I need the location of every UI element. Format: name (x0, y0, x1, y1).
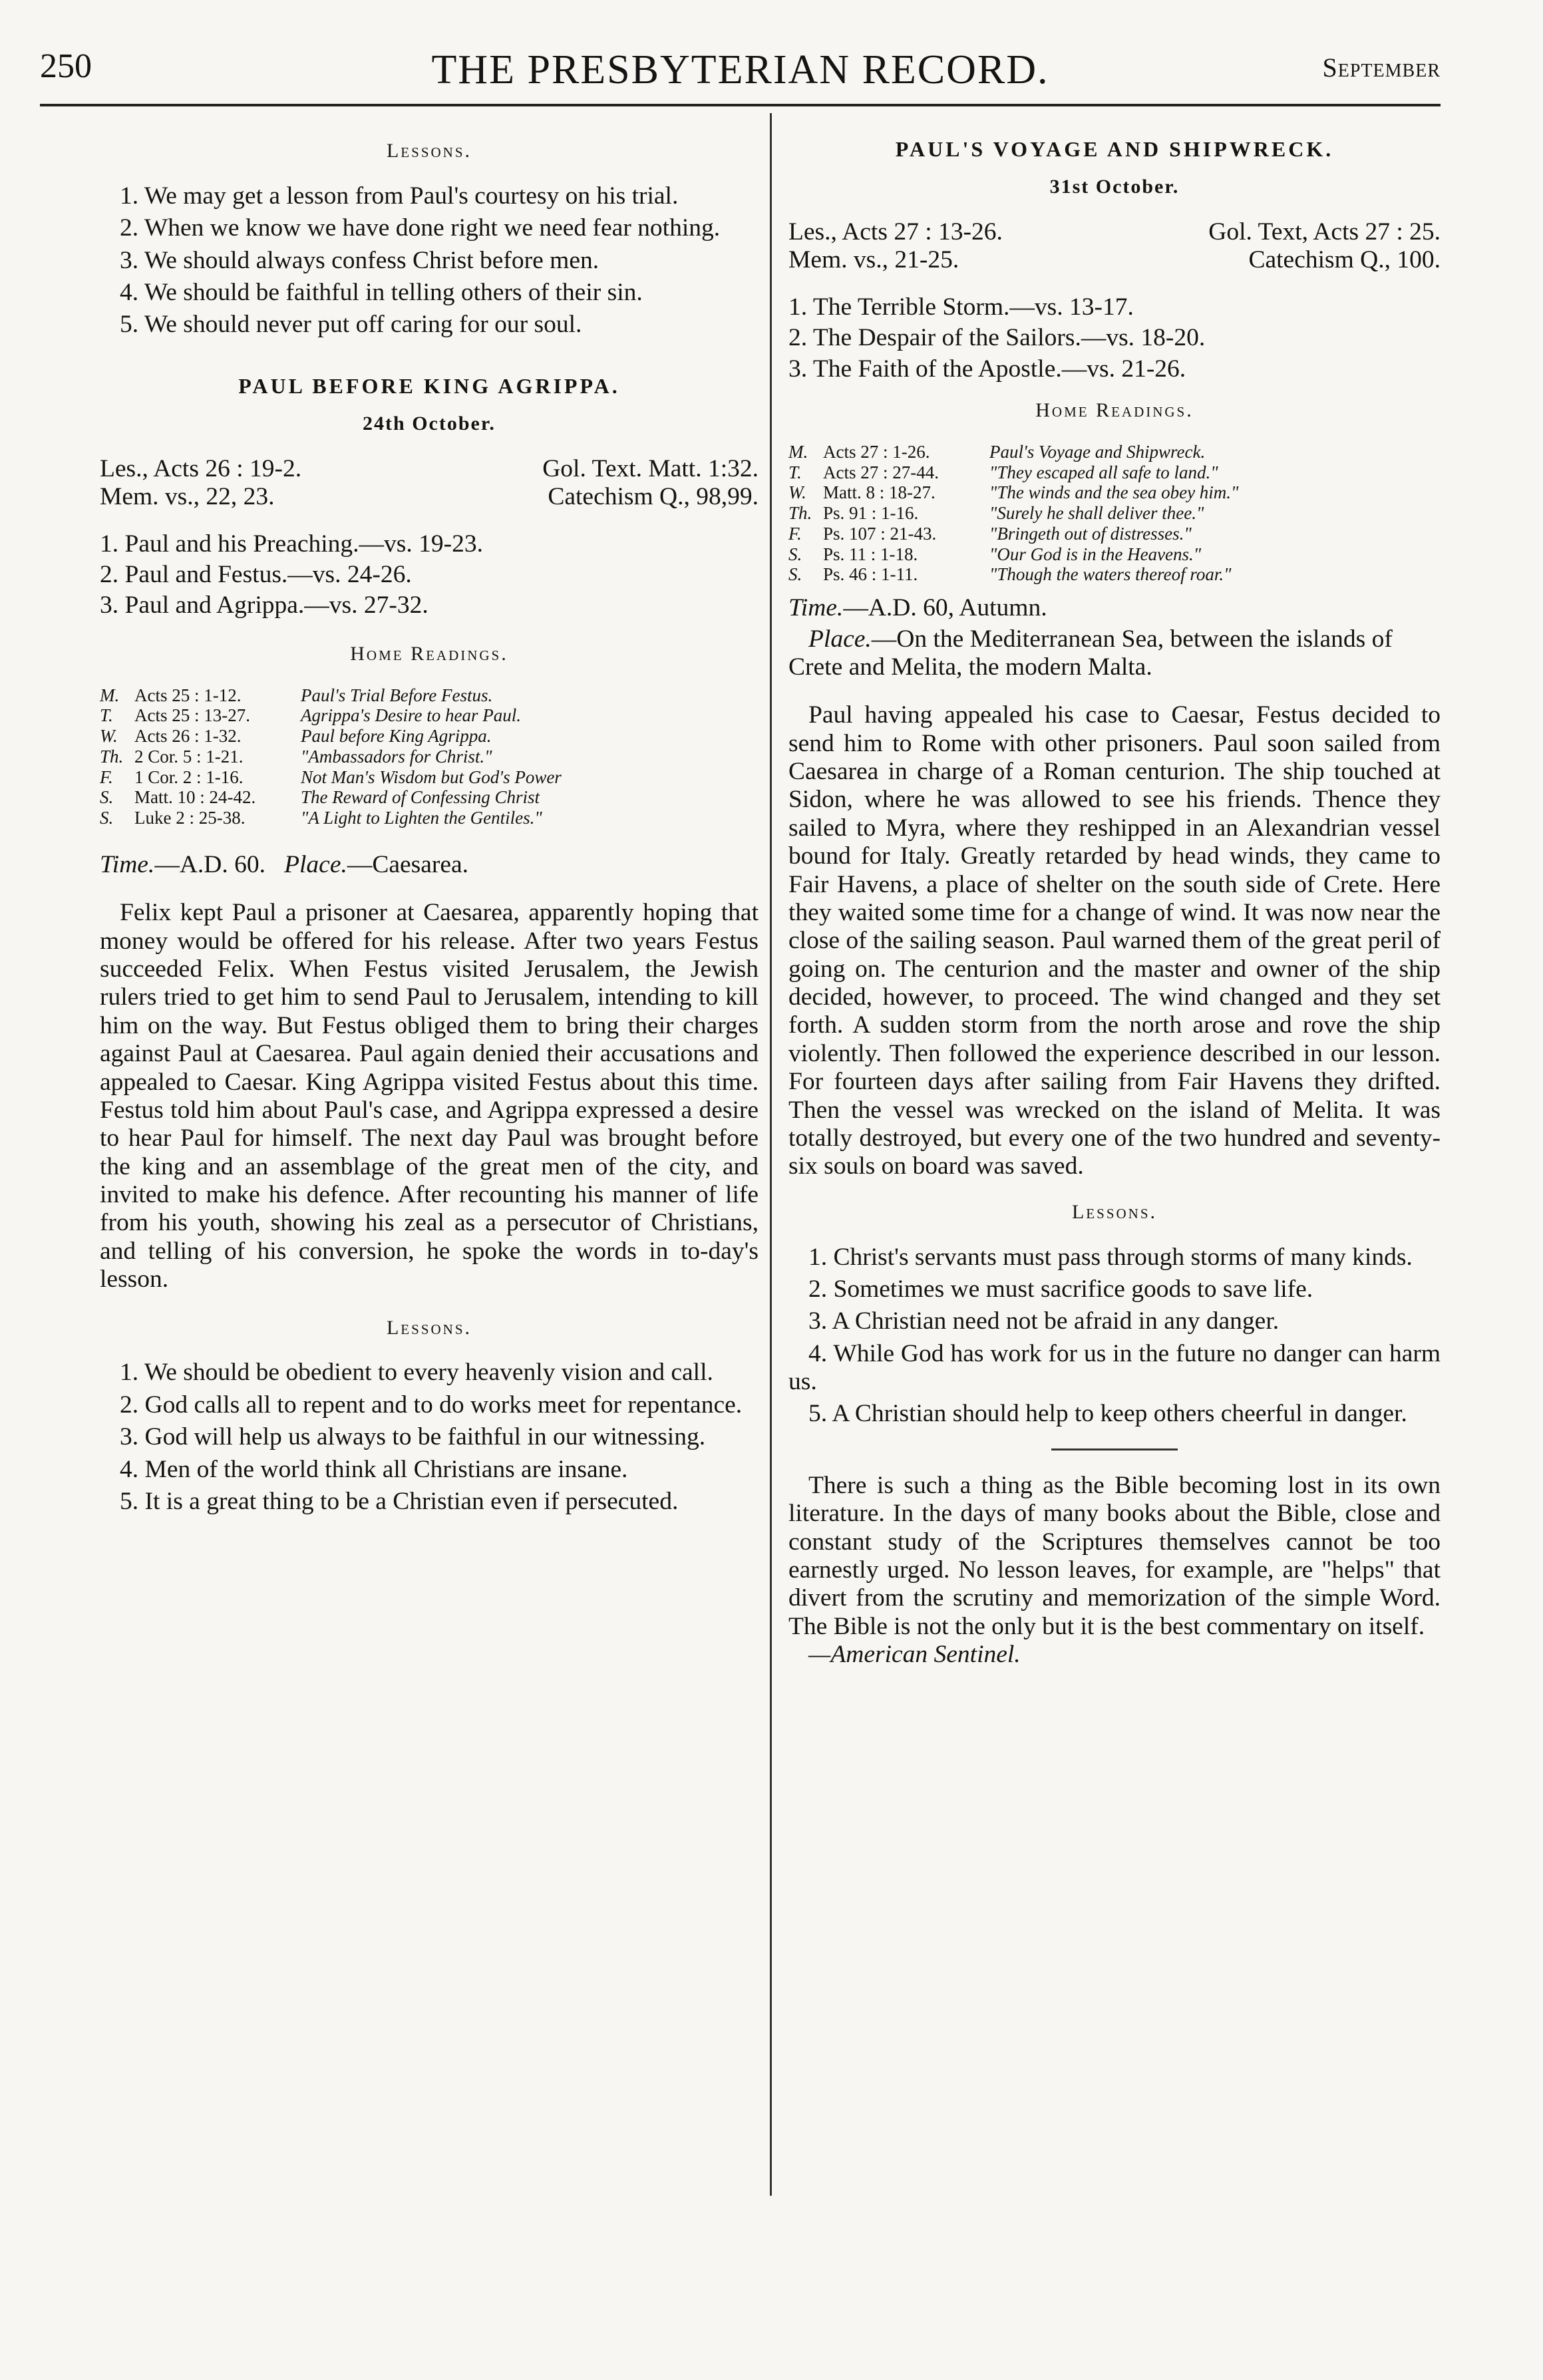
closing-citation: —American Sentinel. (808, 1641, 1021, 1669)
lesson-item: 5. It is a great thing to be a Christian even if persecuted. (120, 1487, 679, 1515)
reading-ref: Matt. 8 : 18-27. (823, 482, 936, 503)
time-label: Time. (100, 850, 155, 878)
lesson-item: 4. Men of the world think all Christians are insane. (120, 1455, 628, 1483)
reading-title: "A Light to Lighten the Gentiles." (301, 808, 542, 828)
reading-ref: Luke 2 : 25-38. (134, 808, 246, 828)
reading-ref: Acts 27 : 1-26. (823, 441, 930, 462)
place-line (788, 625, 1441, 682)
golden-text: Gol. Text. Matt. 1:32. (542, 454, 759, 482)
time-line (788, 594, 1441, 622)
header-rule (40, 104, 1441, 106)
reading-title: "Ambassadors for Christ." (301, 746, 492, 766)
catechism: Catechism Q., 100. (1248, 246, 1441, 274)
time-value: —A.D. 60. (154, 850, 265, 878)
reading-row (788, 544, 1441, 565)
publication-title: THE PRESBYTERIAN RECORD. (431, 47, 1049, 92)
reading-ref: Matt. 10 : 24-42. (134, 787, 256, 808)
memory-verses: Mem. vs., 21-25. (788, 246, 959, 274)
lesson-list (100, 1359, 759, 1516)
outline-item: 1. Paul and his Preaching.—vs. 19-23. (100, 530, 483, 558)
memory-row (788, 246, 1441, 274)
home-readings-label: Home Readings. (1035, 399, 1194, 421)
reading-row (100, 808, 759, 828)
body-paragraph: Paul having appealed his case to Caesar, Festus decided to send him to Rome with other prisoners. Paul soon sailed from Caesarea in charge of a Roman centurion. The ship touched at Sidon, where he was allowed to see his friends. Thence they sailed to Myra, where they reshipped in an Alexandrian vessel bound for Italy. Greatly retarded by head winds, they came to Fair Havens, a place of shelter on the south side of Crete. Here they waited some time for a change of wind. It was now near the close of the sailing season. Paul warned them of the great peril of going on. The centurion and the master and owner of the ship decided, however, to proceed. The wind changed and they set forth. A sudden storm from the north arose and rove the ship violently. Then followed the experience described in our lesson. For fourteen days after sailing from Fair Havens they drifted. Then the vessel was wrecked on the island of Melita. It was totally destroyed, but every one of the two hundred and seventy-six souls on board was saved. (788, 701, 1441, 1180)
lesson-list-top (100, 182, 759, 339)
right-column (788, 130, 1441, 1669)
reading-ref: 1 Cor. 2 : 1-16. (134, 766, 244, 787)
lessons-label: Lessons. (1071, 1200, 1158, 1223)
time-value: —A.D. 60, Autumn. (843, 594, 1047, 622)
reading-day: S. (100, 787, 114, 808)
reading-row (788, 482, 1441, 503)
reading-day: T. (100, 705, 113, 726)
outline-item: 3. The Faith of the Apostle.—vs. 21-26. (788, 355, 1186, 383)
home-readings-label: Home Readings. (350, 642, 508, 665)
golden-text: Gol. Text, Acts 27 : 25. (1208, 218, 1441, 246)
reading-row (100, 747, 759, 767)
lesson-item: 3. A Christian need not be afraid in any danger. (808, 1307, 1280, 1335)
reading-row (100, 787, 759, 808)
page-header (40, 47, 1441, 100)
reading-title: "Though the waters thereof roar." (989, 564, 1232, 585)
lesson-item: 2. When we know we have done right we need fear nothing. (120, 214, 721, 242)
reading-row (100, 726, 759, 747)
reading-day: F. (788, 523, 802, 544)
time-place (100, 851, 759, 879)
reading-day: S. (788, 564, 802, 585)
outline-item: 2. The Despair of the Sailors.—vs. 18-20. (788, 324, 1206, 352)
closing-text: There is such a thing as the Bible becoming lost in its own literature. In the days of many books about the Bible, close and constant study of the Scriptures themselves cannot be too earnestly urged. No lesson leaves, for example, are "helps" that divert from the scrutiny and memorization of the simple Word. The Bible is not the only but it is the best commentary on itself. (788, 1471, 1441, 1640)
reading-ref: Acts 26 : 1-32. (134, 726, 242, 747)
section-date: 31st October. (1049, 176, 1180, 198)
divider-rule (1051, 1448, 1178, 1450)
reading-row (788, 503, 1441, 524)
issue-month: September (1322, 53, 1441, 83)
lessons-label: Lessons. (386, 140, 472, 162)
reading-day: W. (788, 482, 806, 503)
reading-ref: Acts 25 : 13-27. (134, 705, 250, 726)
reading-title: "They escaped all safe to land." (989, 462, 1218, 482)
lesson-item: 2. Sometimes we must sacrifice goods to save life. (808, 1275, 1313, 1303)
reading-day: T. (788, 462, 802, 482)
reading-ref: Ps. 46 : 1-11. (823, 564, 918, 585)
memory-verses: Mem. vs., 22, 23. (100, 483, 275, 511)
lesson-item: 3. We should always confess Christ before men. (120, 246, 600, 274)
left-column (100, 130, 759, 1520)
lesson-item: 4. While God has work for us in the future no danger can harm us. (788, 1339, 1441, 1396)
page-number: 250 (40, 47, 92, 85)
outline-item: 2. Paul and Festus.—vs. 24-26. (100, 560, 412, 588)
reading-day: Th. (100, 746, 124, 766)
reading-row (100, 685, 759, 706)
lesson-item: 1. Christ's servants must pass through storms of many kinds. (808, 1243, 1413, 1271)
lesson-reference: Les., Acts 27 : 13-26. (788, 218, 1003, 246)
reading-title: Paul's Trial Before Festus. (301, 685, 493, 705)
reading-ref: Acts 27 : 27-44. (823, 462, 939, 482)
reading-row (788, 524, 1441, 544)
reading-row (788, 462, 1441, 483)
reading-title: Not Man's Wisdom but God's Power (301, 766, 562, 787)
lesson-item: 5. A Christian should help to keep others cheerful in danger. (808, 1400, 1407, 1428)
lesson-item: 4. We should be faithful in telling others of their sin. (120, 279, 643, 307)
reading-ref: Ps. 107 : 21-43. (823, 523, 937, 544)
reading-title: "Our God is in the Heavens." (989, 544, 1202, 564)
reading-row (788, 564, 1441, 585)
place-label: Place. (284, 850, 347, 878)
section-heading: PAUL'S VOYAGE AND SHIPWRECK. (895, 137, 1334, 161)
lesson-outline (788, 293, 1441, 383)
reading-row (100, 767, 759, 788)
lessons-label: Lessons. (386, 1316, 472, 1339)
lesson-reference-row (788, 218, 1441, 246)
lesson-outline (100, 530, 759, 620)
lesson-item: 2. God calls all to repent and to do works meet for repentance. (120, 1391, 743, 1419)
home-readings (100, 685, 759, 828)
lesson-item: 1. We should be obedient to every heavenly vision and call. (120, 1359, 713, 1387)
section-date: 24th October. (363, 412, 496, 434)
column-divider (770, 113, 772, 2196)
reading-ref: Acts 25 : 1-12. (134, 685, 242, 705)
reading-title: "Bringeth out of distresses." (989, 523, 1192, 544)
reading-ref: Ps. 91 : 1-16. (823, 503, 919, 524)
reading-title: The Reward of Confessing Christ (301, 787, 540, 808)
place-value: —Caesarea. (347, 850, 469, 878)
closing-citation-line (788, 1641, 1441, 1669)
reading-title: Paul before King Agrippa. (301, 726, 492, 747)
reading-title: Paul's Voyage and Shipwreck. (989, 441, 1206, 462)
home-readings (788, 442, 1441, 585)
reading-day: S. (788, 544, 802, 564)
reading-row (788, 442, 1441, 462)
reading-day: Th. (788, 503, 812, 524)
place-label: Place. (808, 625, 872, 653)
reading-day: W. (100, 726, 118, 747)
reading-ref: Ps. 11 : 1-18. (823, 544, 918, 564)
reading-title: "Surely he shall deliver thee." (989, 503, 1204, 524)
lesson-reference-row (100, 455, 759, 483)
closing-paragraph (788, 1472, 1441, 1641)
reading-day: S. (100, 808, 114, 828)
reading-day: F. (100, 766, 113, 787)
body-paragraph: Felix kept Paul a prisoner at Caesarea, apparently hoping that money would be offered for his release. After two years Festus succeeded Felix. When Festus visited Jerusalem, the Jewish rulers tried to get him to send Paul to Jerusalem, intending to kill him on the way. But Festus obliged them to bring their charges against Paul at Caesarea. Paul again denied their accusations and appealed to Caesar. King Agrippa visited Festus about this time. Festus told him about Paul's case, and Agrippa expressed a desire to hear Paul for himself. The next day Paul was brought before the king and an assemblage of the great men of the city, and invited to make his defence. After recounting his manner of life from his youth, showing his zeal as a persecutor of Christians, and telling of his conversion, he spoke the words in to-day's lesson. (100, 899, 759, 1293)
time-label: Time. (788, 594, 844, 622)
lesson-list (788, 1244, 1441, 1429)
reading-day: M. (788, 441, 808, 462)
outline-item: 1. The Terrible Storm.—vs. 13-17. (788, 293, 1134, 321)
lesson-reference: Les., Acts 26 : 19-2. (100, 454, 302, 482)
section-heading: PAUL BEFORE KING AGRIPPA. (238, 373, 620, 398)
memory-row (100, 483, 759, 511)
reading-row (100, 705, 759, 726)
lesson-item: 3. God will help us always to be faithful in our witnessing. (120, 1423, 706, 1451)
outline-item: 3. Paul and Agrippa.—vs. 27-32. (100, 592, 429, 619)
reading-title: "The winds and the sea obey him." (989, 482, 1239, 503)
catechism: Catechism Q., 98,99. (548, 483, 759, 511)
reading-ref: 2 Cor. 5 : 1-21. (134, 746, 244, 766)
lesson-item: 5. We should never put off caring for our soul. (120, 311, 582, 339)
reading-title: Agrippa's Desire to hear Paul. (301, 705, 522, 726)
reading-day: M. (100, 685, 120, 705)
place-value: —On the Mediterranean Sea, between the islands of Crete and Melita, the modern Malta. (788, 625, 1393, 681)
lesson-item: 1. We may get a lesson from Paul's courtesy on his trial. (120, 182, 679, 210)
